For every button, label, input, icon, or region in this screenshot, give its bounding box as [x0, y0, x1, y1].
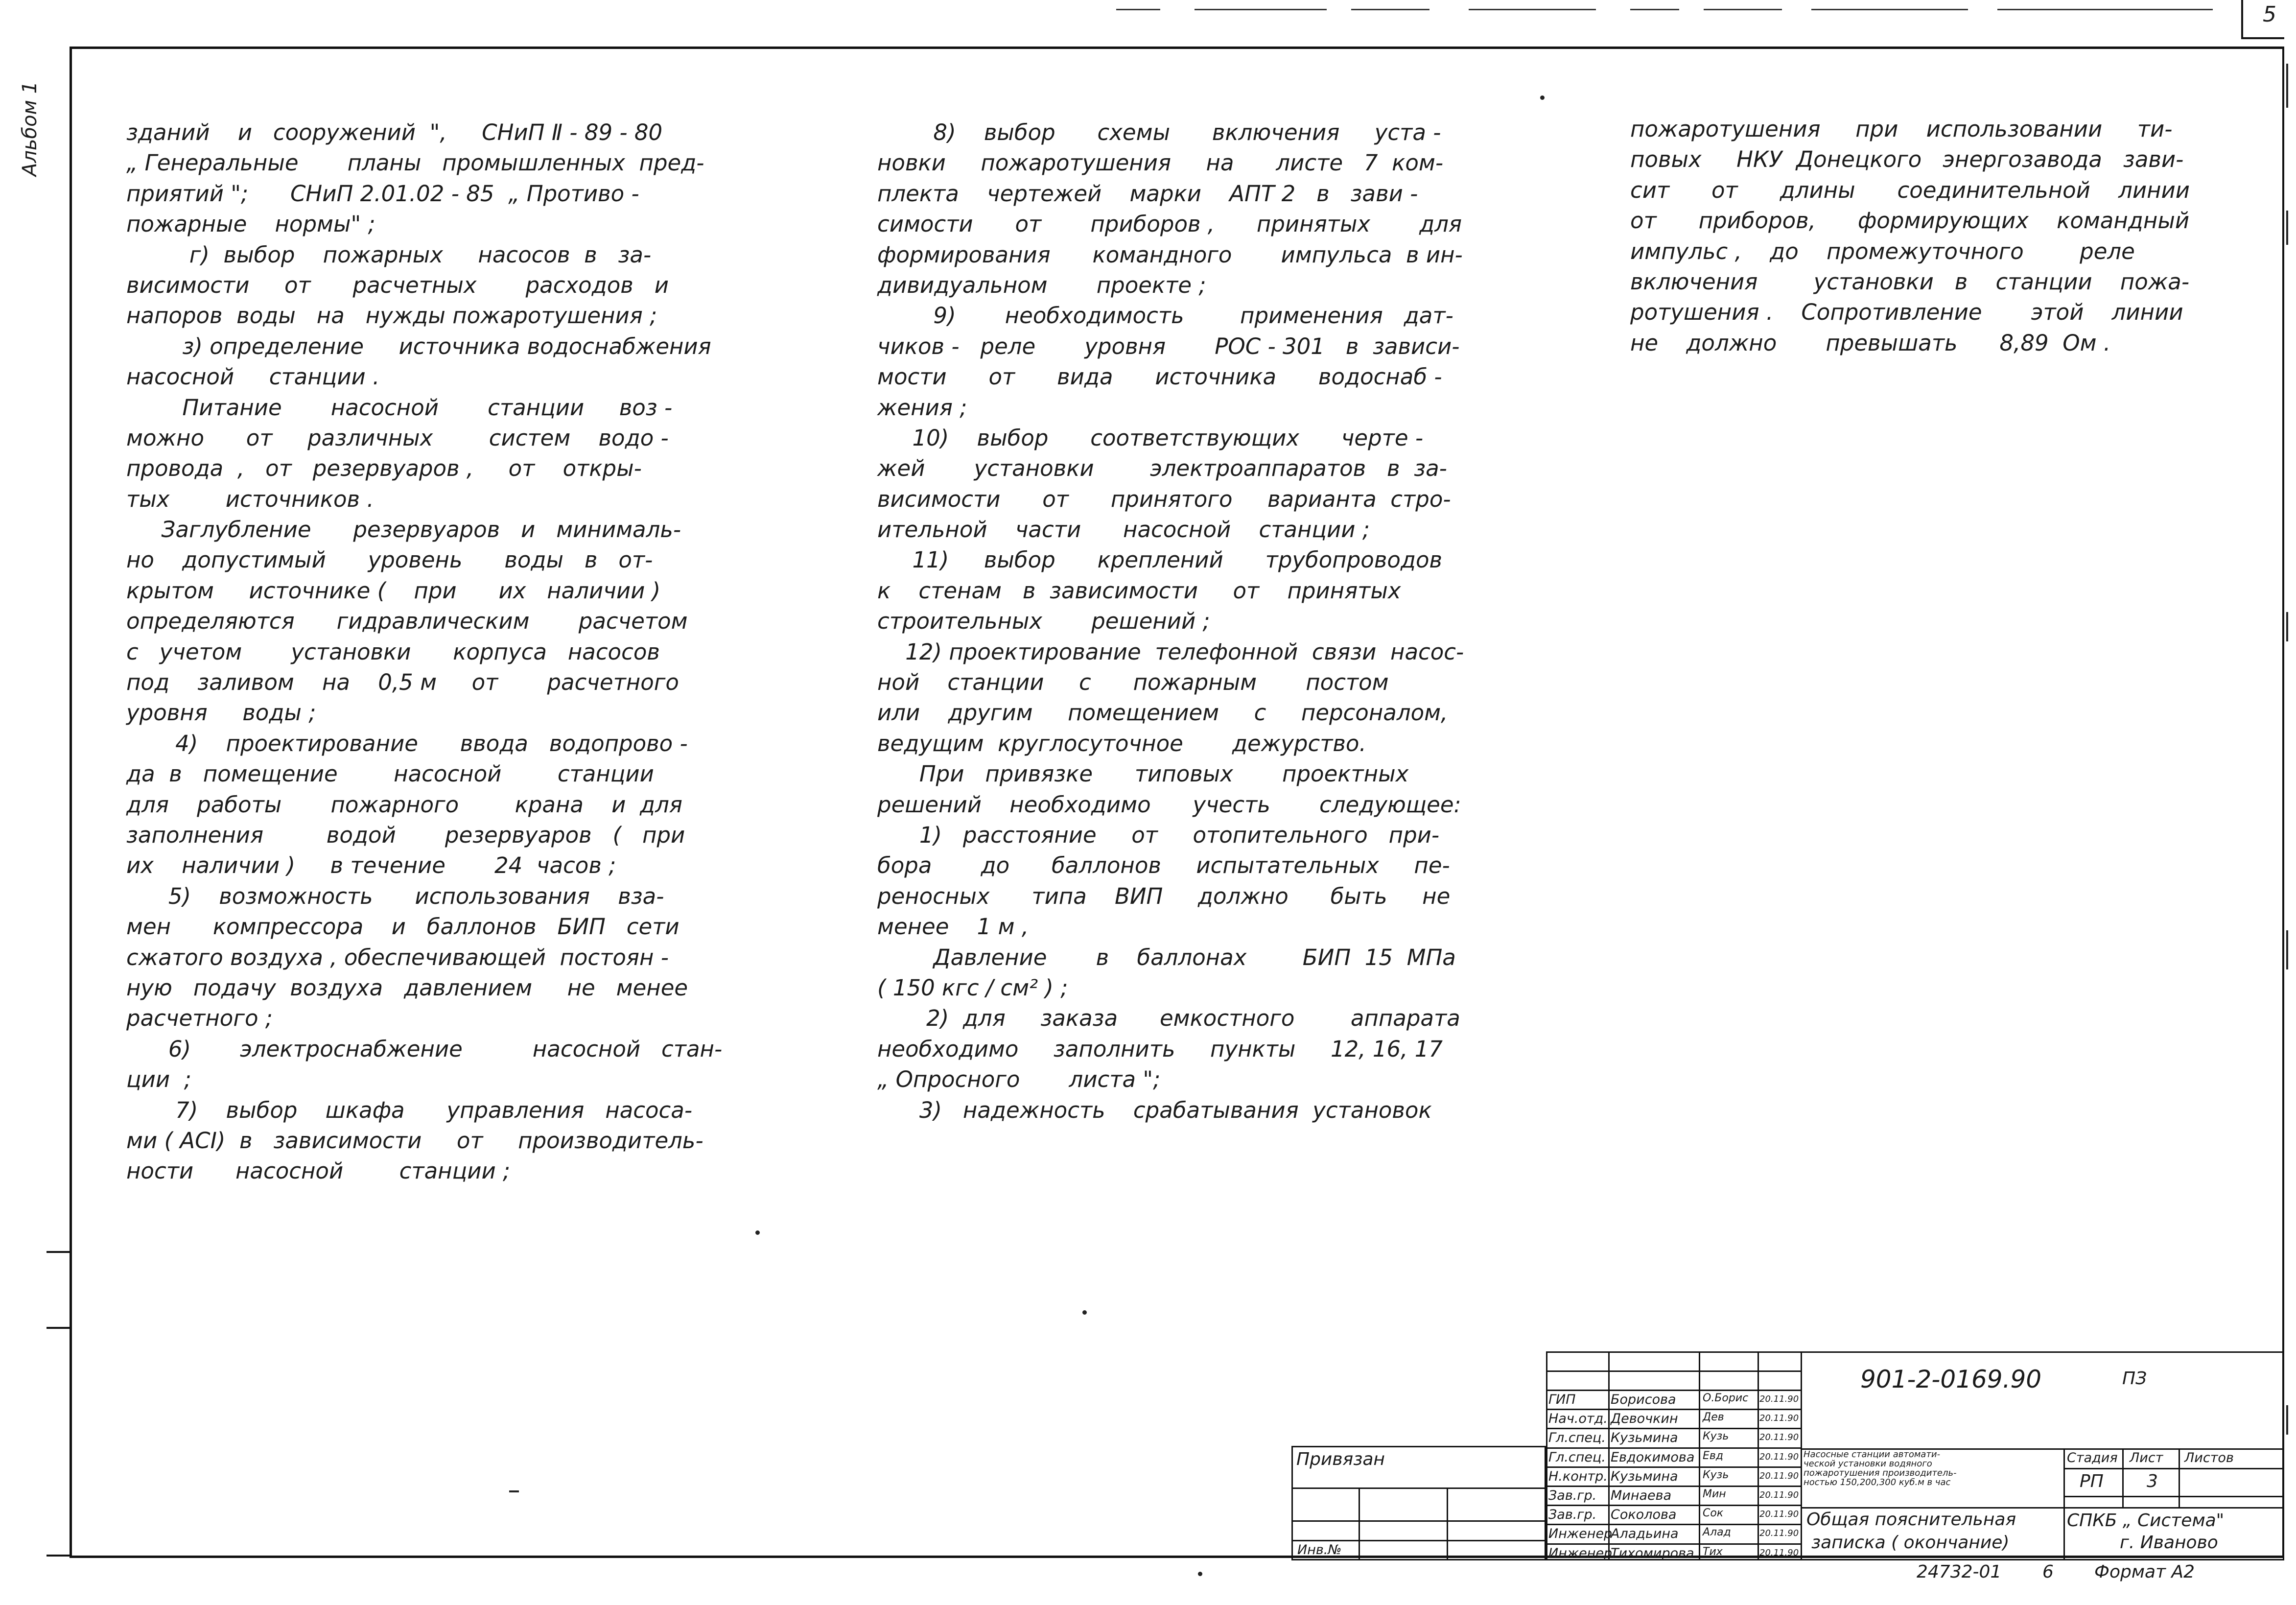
- text-line: 9) необходимость применения дат-: [877, 303, 1453, 329]
- text-line: чиков - реле уровня РОС - 301 в зависи-: [877, 333, 1460, 359]
- text-line: ротушения . Сопротивление этой линии: [1630, 299, 2183, 326]
- tb-rule: [1546, 1486, 1801, 1487]
- text-line: ности насосной станции ;: [126, 1158, 511, 1184]
- format-label: Формат А2: [2094, 1562, 2195, 1582]
- signature-cell: О.Борис: [1703, 1392, 1749, 1404]
- tb-rule: [2179, 1448, 2180, 1507]
- top-edge-mark: [1630, 9, 1679, 10]
- text-line: ( 150 кгс / см² ) ;: [877, 974, 1068, 1001]
- text-line: крытом источнике ( при их наличии ): [126, 577, 661, 604]
- top-edge-mark: [1195, 9, 1327, 10]
- text-line: 12) проектирование телефонной связи насос-: [877, 638, 1464, 665]
- text-line: тых источников .: [126, 486, 374, 512]
- text-line: ции ;: [126, 1066, 191, 1093]
- tb-rule: [1757, 1351, 1759, 1560]
- signature-cell: Кузь: [1703, 1468, 1729, 1481]
- text-column-2: [877, 118, 1464, 1126]
- text-line: 10) выбор соответствующих черте -: [877, 425, 1424, 451]
- text-line: необходимо заполнить пункты 12, 16, 17: [877, 1036, 1443, 1062]
- text-line: жения ;: [877, 394, 967, 421]
- text-line: напоров воды на нужды пожаротушения ;: [126, 303, 657, 329]
- bound-label: Привязан: [1296, 1449, 1385, 1469]
- margin-tick: [47, 1327, 71, 1329]
- sheet-corner-number: 5: [2263, 2, 2276, 27]
- tb-rule: [1546, 1370, 1801, 1372]
- name-cell: Соколова: [1611, 1507, 1677, 1523]
- date-cell: 20.11.90: [1759, 1528, 1799, 1539]
- signature-cell: Дев: [1703, 1411, 1724, 1424]
- top-edge-mark: [1351, 9, 1429, 10]
- tb-rule: [1359, 1487, 1360, 1560]
- top-edge-mark: [1704, 9, 1782, 10]
- signature-cell: Евд: [1703, 1449, 1724, 1462]
- stage-header: Стадия: [2067, 1450, 2118, 1465]
- text-line: ительной части насосной станции ;: [877, 517, 1370, 543]
- text-line: мен компрессора и баллонов БИП сети: [126, 914, 679, 940]
- text-line: „ Генеральные планы промышленных пред-: [126, 150, 704, 176]
- archive-number: 24732-01: [1917, 1562, 2002, 1582]
- role-cell: Гл.спец.: [1548, 1449, 1606, 1465]
- text-line: к стенам в зависимости от принятых: [877, 577, 1401, 604]
- text-line: их наличии ) в течение 24 часов ;: [126, 852, 616, 879]
- text-line: ведущим круглосуточное дежурство.: [877, 730, 1366, 756]
- text-line: строительных решений ;: [877, 608, 1210, 635]
- role-cell: Зав.гр.: [1548, 1488, 1597, 1503]
- text-line: плекта чертежей марки АПТ 2 в зави -: [877, 180, 1418, 207]
- tb-rule: [2063, 1496, 2284, 1497]
- text-line: 7) выбор шкафа управления насоса-: [126, 1097, 693, 1123]
- role-cell: Н.контр.: [1548, 1468, 1608, 1484]
- text-line: При привязке типовых проектных: [877, 761, 1409, 787]
- signature-cell: Мин: [1703, 1488, 1726, 1500]
- tb-rule: [1291, 1520, 1546, 1522]
- project-title-line: ческой установки водяного: [1804, 1459, 1932, 1469]
- text-line: от приборов, формирующих командный: [1630, 208, 2190, 234]
- text-line: с учетом установки корпуса насосов: [126, 638, 660, 665]
- text-line: реносных типа ВИП должно быть не: [877, 883, 1451, 909]
- scan-speck: [1540, 95, 1545, 100]
- album-label: Альбом 1: [19, 81, 41, 176]
- scan-speck: [509, 1490, 519, 1492]
- date-cell: 20.11.90: [1759, 1394, 1799, 1404]
- text-line: сжатого воздуха , обеспечивающей постоян -: [126, 944, 669, 970]
- date-cell: 20.11.90: [1759, 1413, 1799, 1424]
- role-cell: Зав.гр.: [1548, 1507, 1597, 1523]
- text-line: 6) электроснабжение насосной стан-: [126, 1036, 723, 1062]
- tb-rule: [2122, 1448, 2124, 1507]
- tb-rule: [1801, 1351, 1802, 1560]
- role-cell: Гл.спец.: [1548, 1430, 1606, 1446]
- text-line: г) выбор пожарных насосов в за-: [126, 241, 652, 268]
- text-line: включения установки в станции пожа-: [1630, 268, 2190, 295]
- right-edge-mark: [2286, 930, 2288, 969]
- scan-speck: [1198, 1572, 1202, 1576]
- tb-rule: [1546, 1409, 1801, 1410]
- date-cell: 20.11.90: [1759, 1547, 1799, 1558]
- tb-rule: [1546, 1447, 1801, 1449]
- text-line: Заглубление резервуаров и минималь-: [126, 517, 681, 543]
- name-cell: Тихомирова: [1611, 1545, 1694, 1561]
- stage-value: РП: [2080, 1471, 2104, 1491]
- name-cell: Девочкин: [1611, 1411, 1678, 1427]
- project-title-line: ностью 150,200,300 куб.м в час: [1804, 1477, 1951, 1487]
- text-line: ной станции с пожарным постом: [877, 669, 1389, 696]
- name-cell: Аладьина: [1611, 1526, 1679, 1542]
- text-column-1: [126, 118, 728, 1187]
- text-line: новки пожаротушения на листе 7 ком-: [877, 150, 1444, 176]
- tb-rule: [1291, 1540, 1546, 1541]
- tb-rule: [1546, 1543, 1801, 1545]
- name-cell: Евдокимова: [1611, 1449, 1695, 1465]
- text-line: Питание насосной станции воз -: [126, 394, 673, 421]
- text-line: но допустимый уровень воды в от-: [126, 547, 653, 573]
- organization-city: г. Иваново: [2120, 1533, 2218, 1553]
- document-code: 901-2-0169.90: [1860, 1365, 2042, 1393]
- text-line: бора до баллонов испытательных пе-: [877, 852, 1450, 879]
- top-edge-mark: [1811, 9, 1968, 10]
- role-cell: Инженер: [1548, 1545, 1613, 1561]
- signature-cell: Кузь: [1703, 1430, 1729, 1443]
- role-cell: ГИП: [1548, 1392, 1576, 1407]
- margin-tick: [47, 1251, 71, 1253]
- text-line: импульс , до промежуточного реле: [1630, 238, 2135, 264]
- text-line: 2) для заказа емкостного аппарата: [877, 1005, 1460, 1032]
- tb-rule: [2063, 1448, 2065, 1560]
- text-line: насосной станции .: [126, 364, 380, 390]
- text-line: не должно превышать 8,89 Ом .: [1630, 330, 2111, 356]
- text-line: или другим помещением с персоналом,: [877, 700, 1448, 726]
- tb-rule: [1546, 1428, 1801, 1429]
- text-line: мости от вида источника водоснаб -: [877, 364, 1442, 390]
- top-edge-mark: [1469, 9, 1596, 10]
- tb-rule: [1546, 1524, 1801, 1525]
- doc-type: ПЗ: [2122, 1369, 2147, 1389]
- name-cell: Борисова: [1611, 1392, 1676, 1407]
- text-line: можно от различных систем водо -: [126, 425, 669, 451]
- text-line: 4) проектирование ввода водопрово -: [126, 730, 688, 756]
- sheet-title-line2: записка ( окончание): [1811, 1533, 2010, 1553]
- text-line: менее 1 м ,: [877, 914, 1029, 940]
- project-title: [1804, 1450, 2063, 1487]
- name-cell: Кузьмина: [1611, 1430, 1678, 1446]
- top-edge-mark: [1997, 9, 2213, 10]
- inv-label: Инв.№: [1297, 1542, 1342, 1558]
- text-line: симости от приборов , принятых для: [877, 211, 1462, 237]
- text-line: приятий "; СНиП 2.01.02 - 85 „ Противо -: [126, 180, 639, 207]
- text-line: 11) выбор креплений трубопроводов: [877, 547, 1443, 573]
- tb-rule: [1801, 1507, 2284, 1509]
- text-line: зданий и сооружений ", СНиП Ⅱ - 89 - 80: [126, 119, 663, 145]
- text-line: сит от длины соединительной линии: [1630, 177, 2190, 203]
- text-line: формирования командного импульса в ин-: [877, 241, 1463, 268]
- text-line: 3) надежность срабатывания установок: [877, 1097, 1432, 1123]
- date-cell: 20.11.90: [1759, 1470, 1799, 1481]
- text-line: повых НКУ Донецкого энергозавода зави-: [1630, 146, 2184, 173]
- right-edge-mark: [2286, 211, 2288, 245]
- scan-speck: [755, 1230, 760, 1235]
- sheet-header: Лист: [2130, 1450, 2163, 1465]
- text-line: пожарные нормы" ;: [126, 211, 375, 237]
- text-line: Давление в баллонах БИП 15 МПа: [877, 944, 1456, 970]
- text-line: расчетного ;: [126, 1005, 273, 1032]
- text-line: висимости от принятого варианта стро-: [877, 486, 1451, 512]
- text-column-3: [1630, 114, 2198, 358]
- date-cell: 20.11.90: [1759, 1509, 1799, 1520]
- signature-cell: Тих: [1703, 1545, 1723, 1558]
- text-line: „ Опросного листа ";: [877, 1066, 1161, 1093]
- sheet-value: 3: [2147, 1471, 2158, 1491]
- tb-rule: [2063, 1468, 2284, 1469]
- text-line: решений необходимо учесть следующее:: [877, 791, 1461, 818]
- text-line: ную подачу воздуха давлением не менее: [126, 974, 688, 1001]
- signature-cell: Алад: [1703, 1526, 1731, 1539]
- project-title-line: Насосные станции автомати-: [1804, 1449, 1941, 1460]
- right-edge-mark: [2286, 64, 2288, 108]
- text-line: да в помещение насосной станции: [126, 761, 654, 787]
- tb-rule: [1291, 1487, 1546, 1489]
- name-cell: Минаева: [1611, 1488, 1672, 1503]
- tb-rule: [1447, 1487, 1448, 1560]
- tb-rule: [1546, 1390, 1801, 1391]
- text-line: определяются гидравлическим расчетом: [126, 608, 688, 635]
- text-line: з) определение источника водоснабжения: [126, 333, 711, 359]
- text-line: провода , от резервуаров , от откры-: [126, 455, 642, 482]
- tb-rule: [1546, 1466, 1801, 1468]
- text-line: жей установки электроаппаратов в за-: [877, 455, 1447, 482]
- text-line: уровня воды ;: [126, 700, 316, 726]
- sheets-header: Листов: [2184, 1450, 2234, 1465]
- top-edge-mark: [1116, 9, 1160, 10]
- text-line: 1) расстояние от отопительного при-: [877, 822, 1440, 848]
- date-cell: 20.11.90: [1759, 1490, 1799, 1500]
- tb-rule: [1699, 1351, 1700, 1560]
- text-line: пожаротушения при использовании ти-: [1630, 116, 2173, 142]
- sheet-title-line1: Общая пояснительная: [1806, 1510, 2016, 1530]
- text-line: дивидуальном проекте ;: [877, 272, 1206, 298]
- right-edge-mark: [2286, 1405, 2288, 1435]
- role-cell: Нач.отд.: [1548, 1411, 1608, 1427]
- margin-tick: [47, 1555, 71, 1557]
- text-line: заполнения водой резервуаров ( при: [126, 822, 685, 848]
- signature-cell: Сок: [1703, 1507, 1724, 1520]
- date-cell: 20.11.90: [1759, 1451, 1799, 1462]
- organization: СПКБ „ Система": [2067, 1511, 2225, 1531]
- text-line: для работы пожарного крана и для: [126, 791, 682, 818]
- text-line: под заливом на 0,5 м от расчетного: [126, 669, 679, 696]
- text-line: 5) возможность использования вза-: [126, 883, 664, 909]
- role-cell: Инженер: [1548, 1526, 1613, 1542]
- text-line: ми ( АСІ) в зависимости от производитель-: [126, 1127, 703, 1154]
- page-index: 6: [2042, 1562, 2054, 1582]
- project-title-line: пожаротушения производитель-: [1804, 1468, 1957, 1478]
- right-edge-mark: [2286, 612, 2288, 641]
- tb-rule: [1546, 1505, 1801, 1506]
- name-cell: Кузьмина: [1611, 1468, 1678, 1484]
- scan-speck: [1082, 1310, 1087, 1315]
- date-cell: 20.11.90: [1759, 1432, 1799, 1443]
- text-line: висимости от расчетных расходов и: [126, 272, 669, 298]
- text-line: 8) выбор схемы включения уста -: [877, 119, 1441, 145]
